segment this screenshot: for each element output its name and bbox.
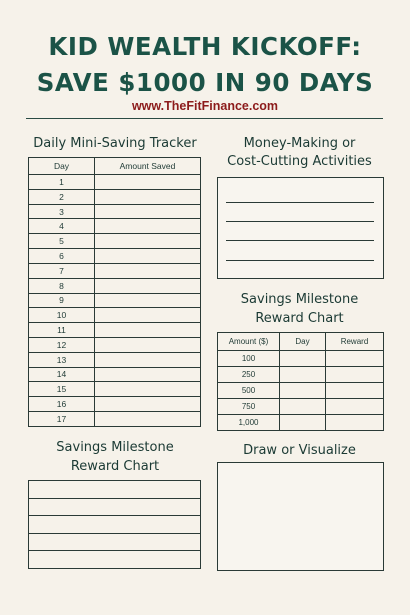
milestone-amount: 500 [218,383,280,399]
tracker-day-number: 11 [29,323,95,338]
tracker-day-number: 3 [29,204,95,219]
tracker-day-number: 10 [29,308,95,323]
tracker-row [29,367,201,382]
tracker-day-number: 16 [29,397,95,412]
milestone-col-reward: Reward [326,333,384,351]
milestone-heading-2: Reward Chart [255,311,344,326]
website-url[interactable]: www.TheFitFinance.com [131,99,279,113]
tracker-row [29,249,201,264]
page-title-line-2: SAVE $1000 IN 90 DAYS [36,68,374,97]
tracker-amount-cell[interactable] [95,308,201,323]
draw-box[interactable] [217,462,384,571]
activity-line-3[interactable] [226,240,374,241]
tracker-row [29,412,201,427]
activity-line-1[interactable] [226,202,374,203]
blank-milestone-heading-1: Savings Milestone [56,440,174,455]
tracker-amount-cell[interactable] [95,219,201,234]
tracker-amount-cell[interactable] [95,367,201,382]
blank-milestone-table [28,480,201,569]
milestone-reward-cell[interactable] [326,367,384,383]
milestone-reward-cell[interactable] [326,399,384,415]
tracker-day-number: 1 [29,175,95,190]
tracker-day-number: 6 [29,249,95,264]
milestone-col-amount: Amount ($) [218,333,280,351]
tracker-amount-cell[interactable] [95,397,201,412]
milestone-heading-1: Savings Milestone [240,292,359,307]
draw-heading: Draw or Visualize [243,443,356,458]
tracker-amount-cell[interactable] [95,337,201,352]
milestone-reward-cell[interactable] [326,415,384,431]
tracker-amount-cell[interactable] [95,412,201,427]
activity-line-4[interactable] [226,260,374,261]
tracker-row [29,189,201,204]
milestone-table [217,332,384,431]
tracker-heading: Daily Mini-Saving Tracker [33,136,197,151]
milestone-amount: 1,000 [218,415,280,431]
tracker-amount-cell[interactable] [95,263,201,278]
milestone-row [218,351,384,367]
blank-row[interactable] [29,533,201,551]
tracker-row [29,337,201,352]
tracker-amount-cell[interactable] [95,352,201,367]
tracker-day-number: 13 [29,352,95,367]
tracker-day-number: 7 [29,263,95,278]
milestone-amount: 750 [218,399,280,415]
tracker-row [29,352,201,367]
milestone-reward-cell[interactable] [326,351,384,367]
tracker-row [29,397,201,412]
page-title-line-1: KID WEALTH KICKOFF: [48,32,362,61]
tracker-row [29,234,201,249]
activities-heading-2: Cost-Cutting Activities [227,154,372,169]
milestone-amount: 100 [218,351,280,367]
tracker-row [29,204,201,219]
activity-line-2[interactable] [226,221,374,222]
tracker-amount-cell[interactable] [95,293,201,308]
milestone-amount: 250 [218,367,280,383]
tracker-amount-cell[interactable] [95,204,201,219]
tracker-row [29,278,201,293]
milestone-reward-cell[interactable] [326,383,384,399]
tracker-row [29,323,201,338]
milestone-row [218,415,384,431]
tracker-amount-cell[interactable] [95,189,201,204]
milestone-col-day: Day [280,333,326,351]
tracker-row [29,308,201,323]
tracker-row [29,175,201,190]
tracker-day-number: 15 [29,382,95,397]
tracker-day-number: 2 [29,189,95,204]
tracker-amount-cell[interactable] [95,249,201,264]
tracker-row [29,293,201,308]
tracker-table [28,157,201,427]
tracker-row [29,263,201,278]
tracker-amount-cell[interactable] [95,234,201,249]
milestone-day-cell[interactable] [280,383,326,399]
milestone-day-cell[interactable] [280,415,326,431]
milestone-row [218,383,384,399]
blank-row[interactable] [29,498,201,516]
milestone-day-cell[interactable] [280,399,326,415]
tracker-amount-cell[interactable] [95,382,201,397]
header-divider [26,118,383,119]
tracker-day-number: 5 [29,234,95,249]
tracker-day-number: 8 [29,278,95,293]
milestone-row [218,367,384,383]
tracker-row [29,219,201,234]
milestone-day-cell[interactable] [280,367,326,383]
tracker-amount-cell[interactable] [95,323,201,338]
tracker-day-number: 17 [29,412,95,427]
tracker-amount-cell[interactable] [95,278,201,293]
tracker-row [29,382,201,397]
blank-row[interactable] [29,551,201,569]
blank-row[interactable] [29,516,201,534]
blank-row[interactable] [29,481,201,499]
activities-box[interactable] [217,177,384,279]
tracker-amount-cell[interactable] [95,175,201,190]
tracker-day-number: 9 [29,293,95,308]
activities-heading-1: Money-Making or [243,136,356,151]
tracker-day-number: 12 [29,337,95,352]
blank-milestone-heading-2: Reward Chart [70,459,160,474]
tracker-day-number: 4 [29,219,95,234]
tracker-col-amount: Amount Saved [95,158,201,175]
milestone-day-cell[interactable] [280,351,326,367]
tracker-col-day: Day [29,158,95,175]
milestone-row [218,399,384,415]
tracker-day-number: 14 [29,367,95,382]
